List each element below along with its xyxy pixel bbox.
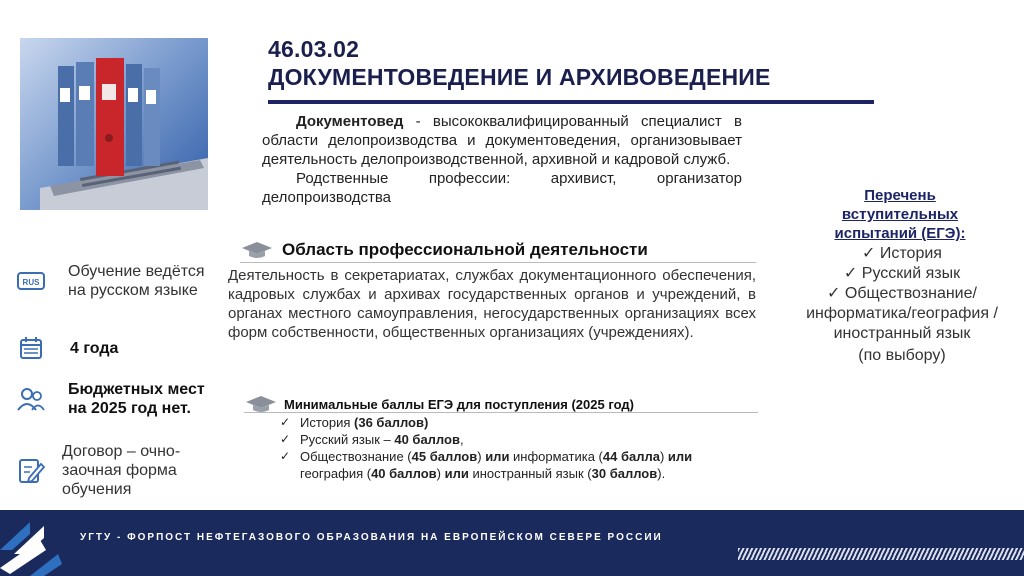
scores-title: Минимальные баллы ЕГЭ для поступления (2025 год) [284,396,634,412]
score-text: Обществознание ( [300,449,412,464]
users-icon [14,384,48,414]
duration-text: 4 года [70,339,119,357]
score-text: История [300,415,355,430]
exam-item: ✓ Русский язык [784,264,1020,284]
info-contract [14,442,212,499]
language-text: Обучение ведётся на русском языке [68,263,205,299]
score-text: ) [477,449,486,464]
scores-list [278,414,748,482]
graduation-cap-icon [244,394,278,414]
footer-pattern [738,548,1024,560]
university-logo-icon [0,510,70,576]
exams-title: Перечень вступительных испытаний (ЕГЭ): [834,187,966,242]
score-value: 40 баллов [371,466,437,481]
score-value: 44 балла [602,449,660,464]
profession-term: Документовед [296,113,404,130]
score-item [278,431,748,448]
info-language [14,262,208,300]
exam-item: ✓ Обществознание/ информатика/география /иностранный язык [784,284,1020,344]
score-item [278,414,748,431]
score-value: или [667,449,693,464]
score-text: ) [436,466,445,481]
profession-definition: - высококвалифицированный специалист в области делопроизводства и документоведения, организовывает деятельность делопроизводственной, архивной и кадровой служб. [262,113,742,168]
score-text: ) [659,449,668,464]
score-value: (36 баллов) [354,415,429,430]
rus-badge-label: RUS [22,278,40,287]
contract-text: Договор – очно-заочная форма обучения [62,443,181,498]
score-text: география ( [300,466,372,481]
program-title: ДОКУМЕНТОВЕДЕНИЕ И АРХИВОВЕДЕНИЕ [268,64,771,90]
exams-list [784,244,1020,366]
exam-item: ✓ История [784,244,1020,264]
title-underline [268,100,874,104]
score-value: 45 баллов [411,449,478,464]
definition-paragraph [262,112,742,169]
info-budget [14,380,218,418]
profession-description [262,112,742,207]
related-professions: Родственные профессии: архивист, организатор делопроизводства [262,170,742,206]
score-value: 30 баллов [591,466,658,481]
scores-heading [244,394,634,414]
score-text: ). [657,466,666,481]
budget-text: Бюджетных мест на 2025 год нет. [68,381,205,417]
program-code: 46.03.02 [268,36,360,62]
score-text: иностранный язык ( [468,466,592,481]
area-divider [240,262,756,263]
calendar-icon [14,333,48,363]
info-duration [14,333,118,363]
graduation-cap-icon [240,240,274,260]
rus-badge-icon [14,266,48,296]
exams-note: (по выбору) [858,347,946,364]
footer-slogan: УГТУ - ФОРПОСТ НЕФТЕГАЗОВОГО ОБРАЗОВАНИЯ НА ЕВРОПЕЙСКОМ СЕВЕРЕ РОССИИ [80,532,663,543]
score-text: информатика ( [509,449,603,464]
area-title: Область профессиональной деятельности [282,240,648,259]
score-value: или [444,466,469,481]
binders-on-laptop-image [20,38,208,210]
edit-document-icon [14,456,48,486]
score-value: или [485,449,510,464]
area-text: Деятельность в секретариатах, службах документационного обеспечения, кадровых службах и архивах государственных органов и учреждений, в органах местного самоуправления, негосударственных организациях всех форм собственности, общественных организациях (учреждениях). [228,267,756,341]
score-item [278,448,748,482]
score-text: Русский язык – [300,432,395,447]
scores-divider [244,412,758,413]
score-value: 40 баллов [394,432,460,447]
hero-binders-image [20,38,208,210]
footer-bar [0,510,1024,576]
area-heading [240,238,648,262]
score-text: , [459,432,464,447]
